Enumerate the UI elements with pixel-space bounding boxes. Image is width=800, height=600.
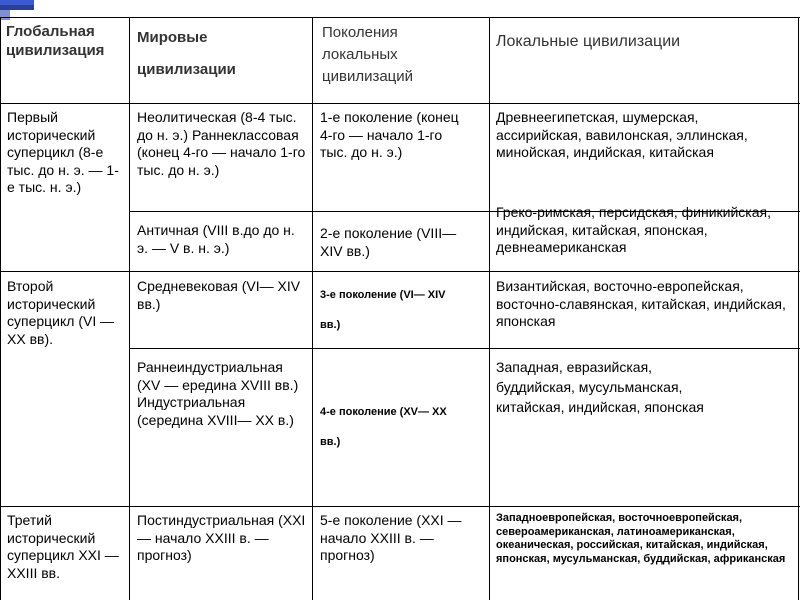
row3-world-cell: Постиндустриальная (XXI — начало XXIII в. — прогноз) [137, 512, 306, 563]
row1-generation-b-cell: 2-е поколение (VIII— XIV вв.) [320, 225, 457, 259]
row3-local-cell: Западноевропейская, восточноевропейская, североамериканская, латиноамериканская, океаническая, российская, китайская, индийская, японская, мусульманская, буддийская, африканская [496, 512, 786, 565]
row2-local-a-cell: Византийская, восточно-европейская, восточно-славянская, китайская, индийская, японская [496, 278, 786, 329]
header-global-civilization: Глобальная цивилизация [6, 23, 105, 59]
table-top-border [0, 17, 800, 18]
row2-local-b-cell: Западная, евразийская, буддийская, мусульманская, китайская, индийская, японская [496, 359, 704, 415]
row3-global-cell: Третий исторический суперцикл XXI —XXIII вв. [7, 512, 119, 581]
row1-generation-a-cell: 1-е поколение (конец 4-го — начало 1-го тыс. до н. э.) [320, 109, 459, 160]
row2-generation-a-cell: 3-е поколение (VI— XIV вв.) [320, 289, 446, 331]
col2-border [312, 17, 313, 600]
row3-generation-cell: 5-е поколение (XXI — начало XXIII в. — прогноз) [320, 512, 462, 563]
row2-global-cell: Второй исторический суперцикл (VI —XX вв). [7, 278, 115, 347]
row1-bottom-border [0, 271, 800, 272]
row2-generation-b-cell: 4-е поколение (XV— XX вв.) [320, 406, 447, 448]
row1-local-b-cell: Греко-римская, персидская, финикийская, индийская, китайская, японская, девнеамериканская [496, 204, 771, 255]
row2-sub-border [130, 348, 800, 349]
row1-world-a-cell: Неолитическая (8-4 тыс. до н. э.) Раннеклассовая (конец 4-го — начало 1-го тыс. до н. э.) [137, 109, 306, 178]
header-bottom-border [0, 103, 800, 104]
row2-world-b-cell: Раннеиндустриальная (XV — ередина XVIII вв.) Индустриальная (середина XVIII— XX в.) [137, 359, 299, 428]
row1-local-a-cell: Древнеегипетская, шумерская, ассирийская, вавилонская, эллинская, минойская, индийская, китайская [496, 109, 748, 160]
row2-bottom-border [0, 506, 800, 507]
row1-world-b-cell: Античная (VIII в.до до н. э. — V в. н. э.) [137, 222, 295, 256]
table-left-border [0, 17, 1, 600]
col1-border [129, 17, 130, 600]
row2-world-a-cell: Средневековая (VI— XIV вв.) [137, 278, 301, 312]
header-generations: Поколения локальных цивилизаций [322, 24, 414, 85]
col3-border [489, 17, 490, 600]
header-local-civilizations: Локальные цивилизации [496, 33, 681, 50]
table-right-border [798, 17, 799, 600]
row1-global-cell: Первый исторический суперцикл (8-е тыс. до н. э. — 1-е тыс. н. э.) [7, 109, 119, 195]
header-world-civilizations: Мировые цивилизации [137, 29, 236, 78]
